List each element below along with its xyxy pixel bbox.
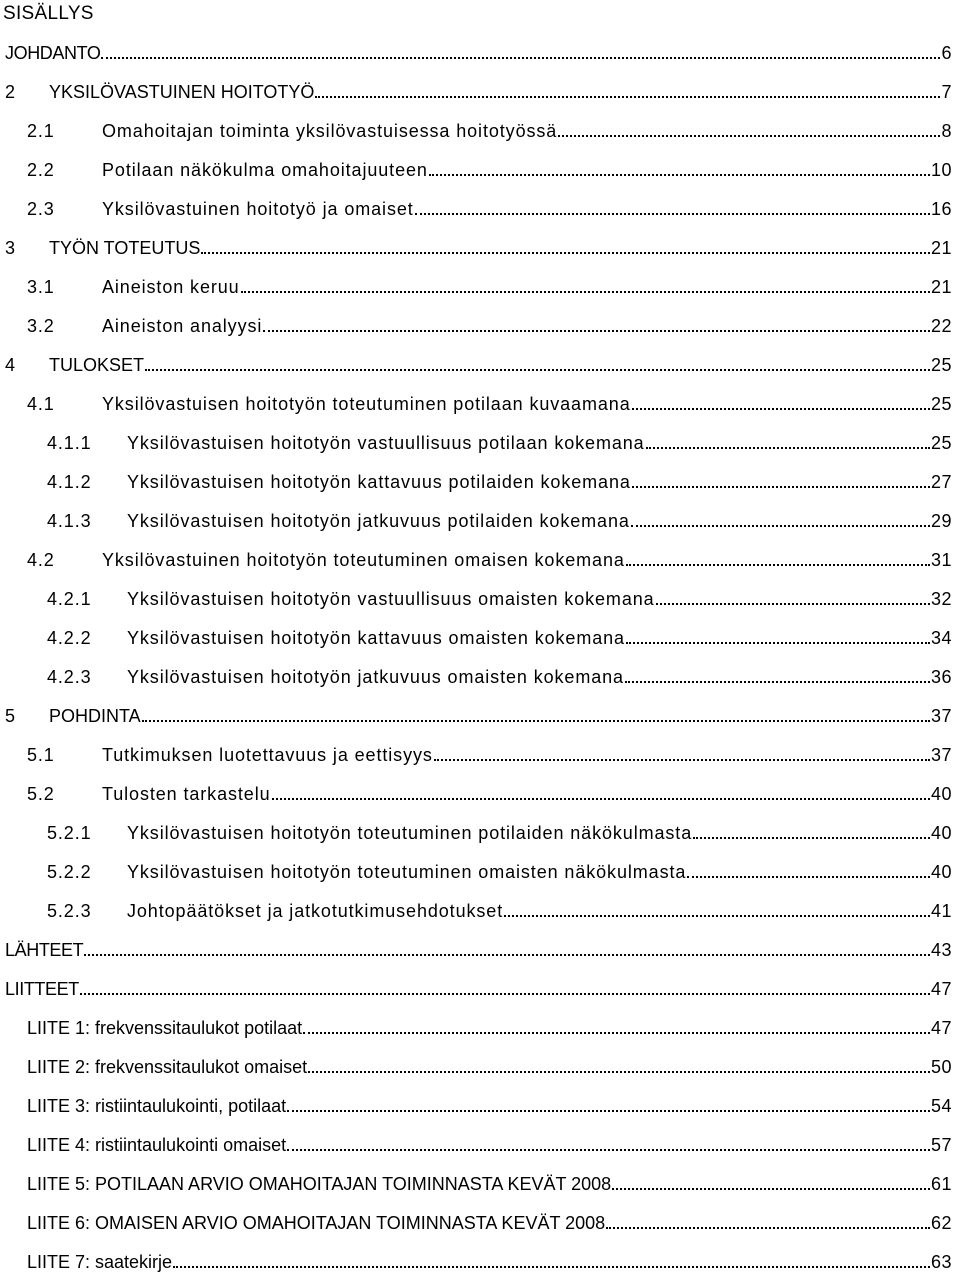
toc-entry-page-number: 25 xyxy=(930,355,952,375)
dot-leader xyxy=(606,1227,930,1229)
toc-entry-page-number: 63 xyxy=(930,1252,952,1272)
toc-entry-title: LIITTEET xyxy=(5,979,79,999)
toc-entry-title: LIITE 4: ristiintaulukointi omaiset xyxy=(27,1135,287,1155)
dot-leader xyxy=(625,681,930,683)
toc-entry-title: LIITE 6: OMAISEN ARVIO OMAHOITAJAN TOIMINNASTA KEVÄT 2008 xyxy=(27,1213,606,1233)
toc-entry[interactable] xyxy=(27,545,952,571)
toc-entry-page-number: 40 xyxy=(930,862,952,882)
toc-entry-page-number: 57 xyxy=(930,1135,952,1155)
toc-entry[interactable] xyxy=(27,116,952,142)
toc-entry[interactable] xyxy=(5,38,952,64)
toc-entry-title: Tulosten tarkastelu xyxy=(102,784,271,804)
toc-entry-title: Tutkimuksen luotettavuus ja eettisyys xyxy=(102,745,433,765)
dot-leader xyxy=(142,720,930,722)
toc-entry-number: 4.1.2 xyxy=(47,472,92,492)
toc-entry[interactable] xyxy=(27,1247,952,1273)
toc-entry[interactable] xyxy=(47,896,952,922)
toc-entry-number: 5.2.1 xyxy=(47,823,92,843)
toc-entry[interactable] xyxy=(27,1013,952,1039)
toc-entry-page-number: 47 xyxy=(930,979,952,999)
toc-entry-title: YKSILÖVASTUINEN HOITOTYÖ xyxy=(49,82,315,102)
dot-leader xyxy=(687,876,930,878)
toc-entry-title: LIITE 1: frekvenssitaulukot potilaat xyxy=(27,1018,303,1038)
toc-entry[interactable] xyxy=(47,623,952,649)
toc-entry-title: Aineiston analyysi xyxy=(102,316,263,336)
toc-entry-page-number: 41 xyxy=(930,901,952,921)
toc-entry[interactable] xyxy=(27,1208,952,1234)
dot-leader xyxy=(632,408,930,410)
toc-entry-page-number: 29 xyxy=(930,511,952,531)
toc-entry-page-number: 25 xyxy=(930,433,952,453)
toc-entry-title: Potilaan näkökulma omahoitajuuteen xyxy=(102,160,428,180)
dot-leader xyxy=(80,993,930,995)
toc-entry-number: 5 xyxy=(5,706,16,726)
toc-entry[interactable] xyxy=(27,272,952,298)
toc-entry[interactable] xyxy=(27,1169,952,1195)
toc-entry-number: 4.1.3 xyxy=(47,511,92,531)
dot-leader xyxy=(272,798,930,800)
toc-entry[interactable] xyxy=(5,350,952,376)
toc-entry-page-number: 47 xyxy=(930,1018,952,1038)
dot-leader xyxy=(308,1071,930,1073)
dot-leader xyxy=(693,837,930,839)
toc-entry-page-number: 25 xyxy=(930,394,952,414)
toc-entry[interactable] xyxy=(5,77,952,103)
dot-leader xyxy=(558,135,940,137)
toc-entry-page-number: 62 xyxy=(930,1213,952,1233)
toc-entry-page-number: 37 xyxy=(930,706,952,726)
dot-leader xyxy=(646,447,930,449)
toc-entry-page-number: 31 xyxy=(930,550,952,570)
dot-leader xyxy=(287,1110,930,1112)
toc-entry-title: Yksilövastuisen hoitotyön kattavuus potilaiden kokemana xyxy=(127,472,631,492)
toc-entry-number: 3.2 xyxy=(27,316,55,336)
toc-entry-number: 4.1 xyxy=(27,394,55,414)
dot-leader xyxy=(241,291,930,293)
toc-entry-page-number: 54 xyxy=(930,1096,952,1116)
toc-entry-number: 2.2 xyxy=(27,160,55,180)
toc-entry[interactable] xyxy=(27,779,952,805)
toc-entry-number: 4.2.3 xyxy=(47,667,92,687)
toc-entry-title: Johtopäätökset ja jatkotutkimusehdotukset xyxy=(127,901,504,921)
toc-entry-number: 2.3 xyxy=(27,199,55,219)
toc-entry[interactable] xyxy=(47,506,952,532)
dot-leader xyxy=(656,603,930,605)
toc-entry-page-number: 40 xyxy=(930,823,952,843)
toc-entry-number: 3.1 xyxy=(27,277,55,297)
toc-entry[interactable] xyxy=(27,740,952,766)
toc-entry[interactable] xyxy=(47,662,952,688)
toc-entry-title: Yksilövastuisen hoitotyön jatkuvuus potilaiden kokemana xyxy=(127,511,630,531)
toc-entry[interactable] xyxy=(47,818,952,844)
toc-entry[interactable] xyxy=(5,233,952,259)
toc-entry-page-number: 40 xyxy=(930,784,952,804)
dot-leader xyxy=(415,213,930,215)
toc-entry-page-number: 37 xyxy=(930,745,952,765)
toc-entry-page-number: 36 xyxy=(930,667,952,687)
toc-entry-title: TYÖN TOTEUTUS xyxy=(49,238,201,258)
toc-entry[interactable] xyxy=(5,701,952,727)
toc-entry-title: Yksilövastuisen hoitotyön jatkuvuus omaisten kokemana xyxy=(127,667,624,687)
toc-entry-title: LÄHTEET xyxy=(5,940,84,960)
toc-entry-page-number: 21 xyxy=(930,238,952,258)
toc-entry-title: TULOKSET xyxy=(49,355,145,375)
toc-entry-page-number: 50 xyxy=(930,1057,952,1077)
toc-entry-title: Yksilövastuisen hoitotyön toteutuminen potilaan kuvaamana xyxy=(102,394,631,414)
toc-entry-page-number: 22 xyxy=(930,316,952,336)
toc-entry-page-number: 8 xyxy=(941,121,952,141)
dot-leader xyxy=(434,759,930,761)
toc-entry[interactable] xyxy=(27,311,952,337)
dot-leader xyxy=(84,954,930,956)
toc-entry-page-number: 34 xyxy=(930,628,952,648)
dot-leader xyxy=(504,915,930,917)
toc-entry[interactable] xyxy=(47,584,952,610)
toc-entry[interactable] xyxy=(27,155,952,181)
toc-entry-title: Yksilövastuisen hoitotyön toteutuminen omaisten näkökulmasta xyxy=(127,862,687,882)
dot-leader xyxy=(612,1188,930,1190)
toc-entry-number: 4.2.1 xyxy=(47,589,92,609)
toc-entry[interactable] xyxy=(27,194,952,220)
toc-entry-page-number: 61 xyxy=(930,1174,952,1194)
dot-leader xyxy=(287,1149,930,1151)
toc-entry-page-number: 7 xyxy=(941,82,952,102)
dot-leader xyxy=(263,330,930,332)
toc-entry-title: LIITE 5: POTILAAN ARVIO OMAHOITAJAN TOIMINNASTA KEVÄT 2008 xyxy=(27,1174,612,1194)
toc-entry-title: LIITE 2: frekvenssitaulukot omaiset xyxy=(27,1057,308,1077)
dot-leader xyxy=(429,174,930,176)
toc-entry-page-number: 21 xyxy=(930,277,952,297)
toc-entry-page-number: 27 xyxy=(930,472,952,492)
toc-entry[interactable] xyxy=(27,1052,952,1078)
toc-entry[interactable] xyxy=(47,428,952,454)
toc-entry-title: Yksilövastuisen hoitotyön kattavuus omaisten kokemana xyxy=(127,628,625,648)
toc-entry-number: 5.1 xyxy=(27,745,55,765)
toc-entry[interactable] xyxy=(47,467,952,493)
toc-entry-title: JOHDANTO xyxy=(5,43,101,63)
toc-entry-number: 2 xyxy=(5,82,16,102)
toc-entry[interactable] xyxy=(5,974,952,1000)
toc-entry[interactable] xyxy=(5,935,952,961)
page-title: SISÄLLYS xyxy=(3,3,94,24)
toc-entry-page-number: 6 xyxy=(941,43,952,63)
toc-entry-title: Yksilövastuinen hoitotyön toteutuminen omaisen kokemana xyxy=(102,550,625,570)
dot-leader xyxy=(173,1266,930,1268)
dot-leader xyxy=(631,525,930,527)
toc-entry[interactable] xyxy=(27,389,952,415)
toc-entry-page-number: 43 xyxy=(930,940,952,960)
dot-leader xyxy=(101,57,940,59)
dot-leader xyxy=(315,96,940,98)
toc-entry[interactable] xyxy=(27,1091,952,1117)
toc-entry-title: Omahoitajan toiminta yksilövastuisessa hoitotyössä xyxy=(102,121,558,141)
toc-entry-number: 5.2.2 xyxy=(47,862,92,882)
toc-entry-number: 5.2 xyxy=(27,784,55,804)
dot-leader xyxy=(626,642,930,644)
toc-entry-page-number: 16 xyxy=(930,199,952,219)
toc-entry-title: LIITE 3: ristiintaulukointi, potilaat xyxy=(27,1096,287,1116)
toc-entry-title: Yksilövastuinen hoitotyö ja omaiset xyxy=(102,199,414,219)
toc-entry-number: 4 xyxy=(5,355,16,375)
toc-entry-number: 4.2 xyxy=(27,550,55,570)
dot-leader xyxy=(303,1032,930,1034)
toc-entry-number: 3 xyxy=(5,238,16,258)
toc-entry[interactable] xyxy=(27,1130,952,1156)
toc-entry-number: 4.2.2 xyxy=(47,628,92,648)
toc-entry-title: Yksilövastuisen hoitotyön vastuullisuus omaisten kokemana xyxy=(127,589,655,609)
toc-entry-number: 2.1 xyxy=(27,121,55,141)
toc-entry-title: Yksilövastuisen hoitotyön toteutuminen potilaiden näkökulmasta xyxy=(127,823,693,843)
toc-entry-title: LIITE 7: saatekirje xyxy=(27,1252,173,1272)
toc-entry-title: Aineiston keruu xyxy=(102,277,240,297)
toc-entry-number: 4.1.1 xyxy=(47,433,92,453)
dot-leader xyxy=(632,486,930,488)
dot-leader xyxy=(626,564,930,566)
dot-leader xyxy=(201,252,930,254)
toc-entry-page-number: 10 xyxy=(930,160,952,180)
toc-entry-number: 5.2.3 xyxy=(47,901,92,921)
toc-entry-page-number: 32 xyxy=(930,589,952,609)
toc-entry[interactable] xyxy=(47,857,952,883)
toc-entry-title: POHDINTA xyxy=(49,706,141,726)
toc-entry-title: Yksilövastuisen hoitotyön vastuullisuus potilaan kokemana xyxy=(127,433,645,453)
dot-leader xyxy=(145,369,930,371)
